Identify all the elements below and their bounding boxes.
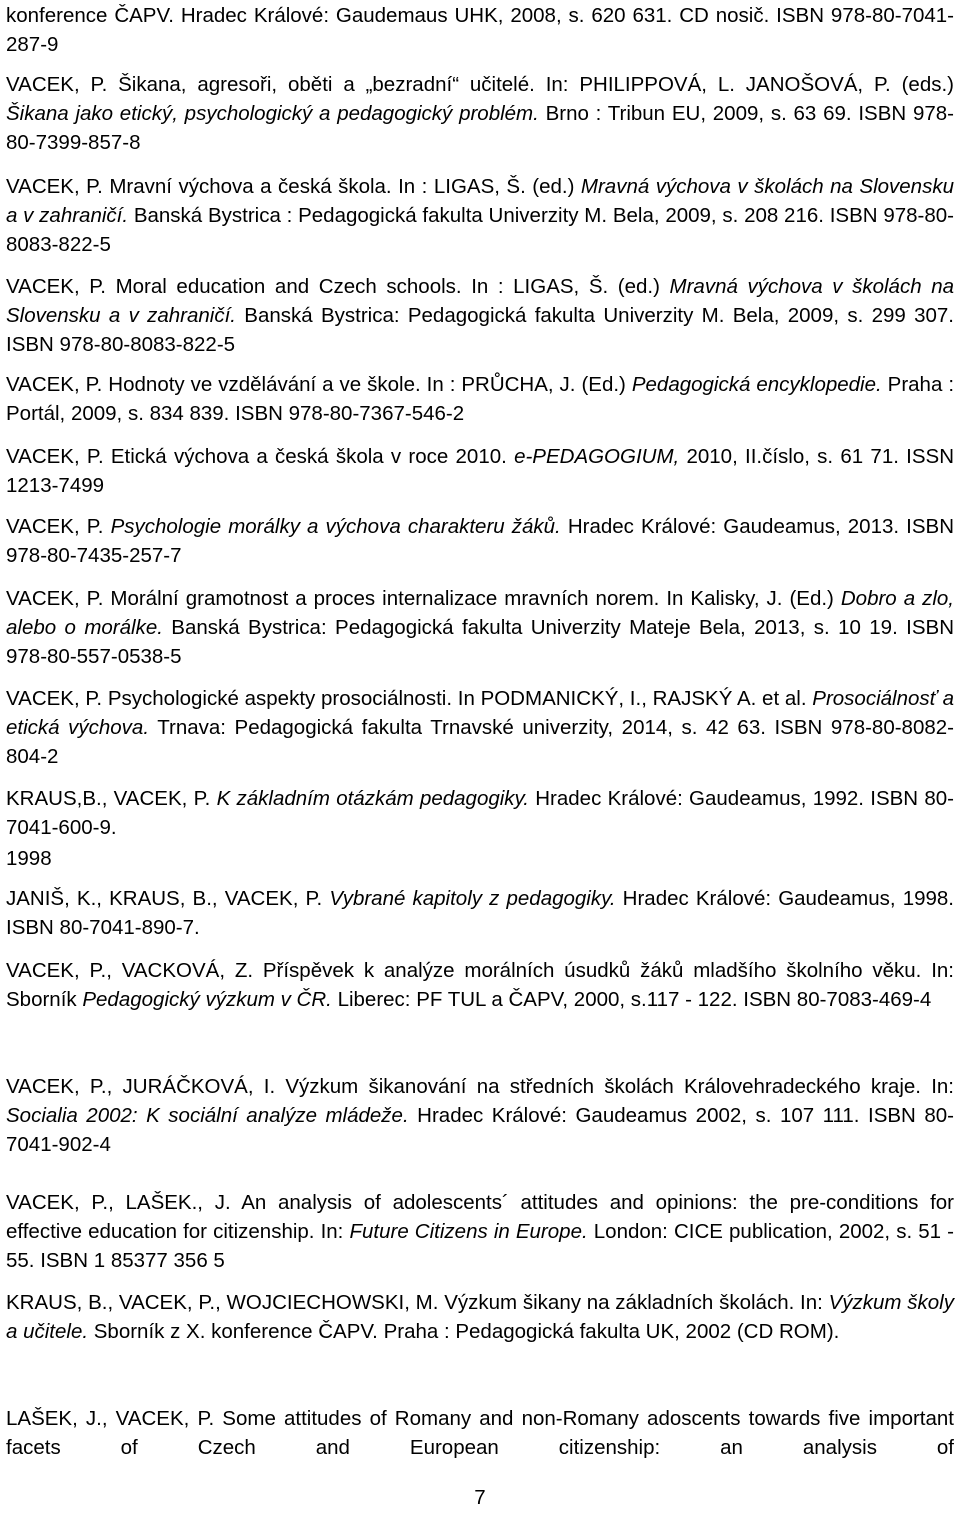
entry-text: Banská Bystrica: Pedagogická fakulta Univerzity M. Bela, 2009, s. 299 307. ISBN 978-80-8083-822-5 [6,304,954,356]
entry-title: Šikana jako etický, psychologický a pedagogický problém. [6,102,539,125]
bibliography-entry [6,442,954,500]
entry-text: VACEK, P. Etická výchova a česká škola v roce 2010. [6,445,515,468]
bibliography-entry [6,884,954,942]
bibliography-entry [6,370,954,428]
entry-title: Pedagogický výzkum v ČR. [82,988,332,1011]
entry-text: Sborník z X. konference ČAPV. Praha : Pedagogická fakulta UK, 2002 (CD ROM). [88,1320,840,1343]
bibliography-entry [6,956,954,1014]
bibliography-entry [6,70,954,157]
entry-text: VACEK, P. Hodnoty ve vzdělávání a ve škole. In : PRŮCHA, J. (Ed.) [6,373,632,396]
entry-text: 1998 [6,847,52,870]
bibliography-entry [6,684,954,771]
bibliography-entry [6,584,954,671]
entry-text: Banská Bystrica : Pedagogická fakulta Univerzity M. Bela, 2009, s. 208 216. ISBN 978-80-8083-822-5 [6,204,954,256]
bibliography-entry [6,784,954,842]
entry-title: Mravná výchova v školách na Slovensku a v zahraničí. [6,175,954,227]
entry-text: 2010, II.číslo, s. 61 71. ISSN 1213-7499 [6,445,954,497]
entry-text: Brno : Tribun EU, 2009, s. 63 69. ISBN 978-80-7399-857-8 [6,102,954,154]
entry-title: Psychologie morálky a výchova charakteru žáků. [110,515,561,538]
entry-text: VACEK, P. Morální gramotnost a proces internalizace mravních norem. In Kalisky, J. (Ed.) [6,587,841,610]
entry-text: Praha : Portál, 2009, s. 834 839. ISBN 978-80-7367-546-2 [6,373,955,425]
entry-text: Trnava: Pedagogická fakulta Trnavské univerzity, 2014, s. 42 63. ISBN 978-80-8082-804-2 [6,716,954,768]
entry-text: VACEK, P., VACKOVÁ, Z. Příspěvek k analýze morálních úsudků žáků mladšího školního věku. In: Sborník [6,959,954,1011]
page-number: 7 [474,1486,486,1509]
entry-title: Výzkum školy a učitele. [6,1291,954,1343]
bibliography-entry [6,1288,954,1346]
entry-title: e-PEDAGOGIUM, [514,445,680,468]
bibliography-entry [6,1072,954,1159]
entry-text: London: CICE publication, 2002, s. 51 - 55. ISBN 1 85377 356 5 [6,1220,954,1272]
entry-title: Pedagogická encyklopedie. [631,373,882,396]
entry-text: VACEK, P. Mravní výchova a česká škola. In : LIGAS, Š. (ed.) [6,175,581,198]
entry-text: Hradec Králové: Gaudeamus, 1998. ISBN 80-7041-890-7. [6,887,954,939]
entry-title: Mravná výchova v školách na Slovensku a v zahraničí. [6,275,954,327]
entry-title: Future Citizens in Europe. [349,1220,588,1243]
bibliography-entry [6,272,954,359]
bibliography-entry [6,844,954,873]
entry-text: VACEK, P., JURÁČKOVÁ, I. Výzkum šikanování na středních školách Královehradeckého kraje. In: [6,1075,954,1098]
entry-text: VACEK, P. Psychologické aspekty prosociálnosti. In PODMANICKÝ, I., RAJSKÝ A. et al. [6,687,813,710]
entry-text: Banská Bystrica: Pedagogická fakulta Univerzity Mateje Bela, 2013, s. 10 19. ISBN 978-80-557-0538-5 [6,616,954,668]
entry-text: VACEK, P. Šikana, agresoři, oběti a „bezradní“ učitelé. In: PHILIPPOVÁ, L. JANOŠOVÁ, P. (eds.) [6,73,954,96]
bibliography-entry [6,1188,954,1275]
entry-text: Hradec Králové: Gaudeamus, 1992. ISBN 80-7041-600-9. [6,787,954,839]
bibliography-entry [6,1,954,59]
entry-text: KRAUS,B., VACEK, P. [6,787,217,810]
entry-title: Prosociálnosť a etická výchova. [6,687,955,739]
entry-title: Dobro a zlo, alebo o morálke. [6,587,954,639]
entry-text: Hradec Králové: Gaudeamus, 2013. ISBN 978-80-7435-257-7 [6,515,954,567]
entry-text: VACEK, P. Moral education and Czech schools. In : LIGAS, Š. (ed.) [6,275,670,298]
entry-text: Hradec Králové: Gaudeamus 2002, s. 107 111. ISBN 80-7041-902-4 [6,1104,955,1156]
entry-text: JANIŠ, K., KRAUS, B., VACEK, P. [6,887,330,910]
entry-text: LAŠEK, J., VACEK, P. Some attitudes of Romany and non-Romany adoscents towards five important facets of Czech and European citizenship: an analysis of [6,1407,954,1459]
entry-text: Liberec: PF TUL a ČAPV, 2000, s.117 - 122. ISBN 80-7083-469-4 [331,988,932,1011]
entry-title: Vybrané kapitoly z pedagogiky. [329,887,616,910]
entry-title: Socialia 2002: K sociální analýze mládeže. [6,1104,409,1127]
entry-text: VACEK, P., LAŠEK., J. An analysis of adolescents´ attitudes and opinions: the pre-conditions for effective education for citizenship. In: [6,1191,954,1243]
entry-text: VACEK, P. [6,515,111,538]
entry-title: K základním otázkám pedagogiky. [216,787,529,810]
entry-text: KRAUS, B., VACEK, P., WOJCIECHOWSKI, M. Výzkum šikany na základních školách. In: [6,1291,829,1314]
entry-text: konference ČAPV. Hradec Králové: Gaudemaus UHK, 2008, s. 620 631. CD nosič. ISBN 978-80-7041-287-9 [6,4,954,56]
bibliography-entry [6,1404,954,1462]
bibliography-entry [6,512,954,570]
bibliography-entry [6,172,954,259]
